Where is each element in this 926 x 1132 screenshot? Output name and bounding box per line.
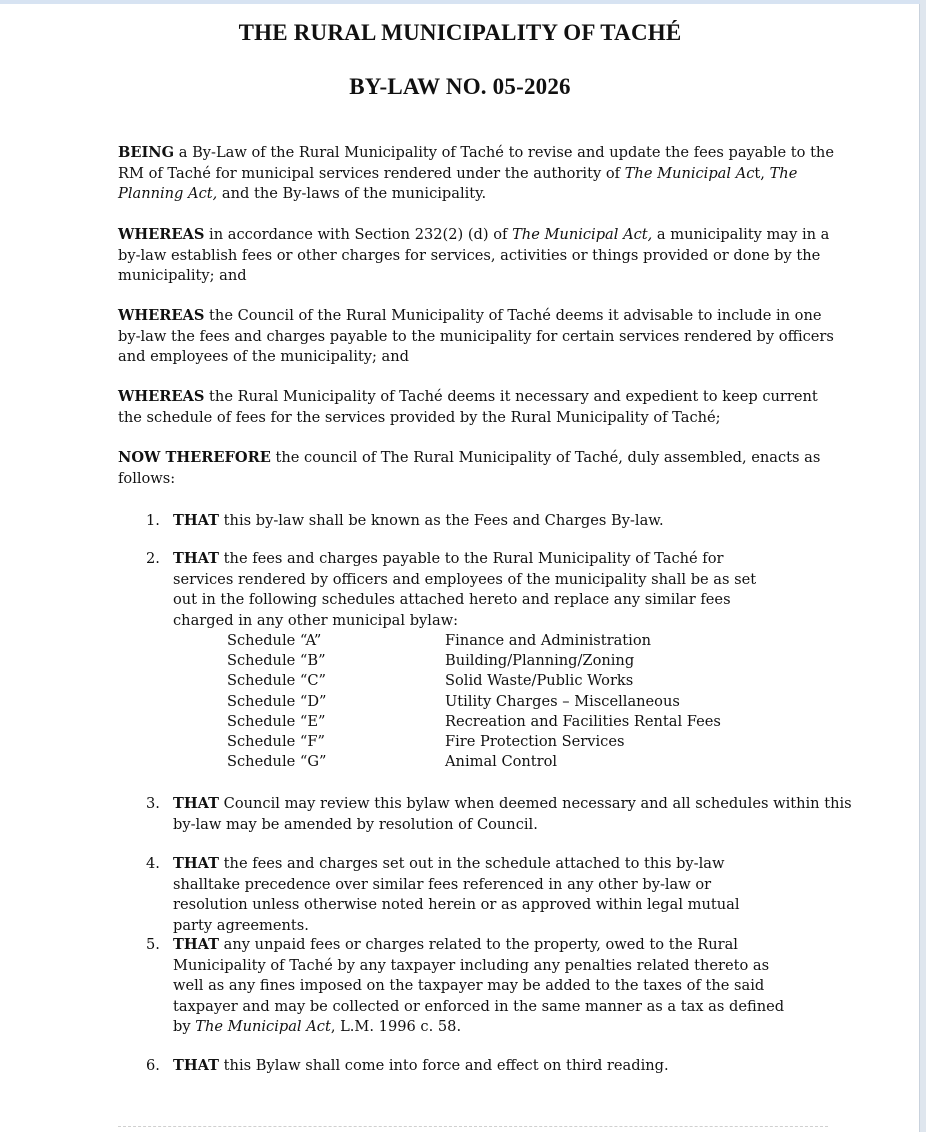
- being-paragraph: [118, 143, 838, 205]
- clause-body: any unpaid fees or charges related to the property, owed to the Rural Municipality of Taché by any taxpayer including any penalties related thereto as well as any fines imposed on the taxpayer may be added to the taxes of the said taxpayer and may be collected or enforced in the same manner as a tax as defined by: [173, 936, 785, 1035]
- schedule-label: Schedule “C”: [227, 672, 326, 690]
- document-page: [0, 4, 920, 1132]
- schedule-description: Animal Control: [445, 753, 558, 771]
- being-ital-2: The Planning Act,: [118, 164, 798, 202]
- now-therefore-lead: NOW THEREFORE: [118, 449, 271, 466]
- whereas-paragraph-1: [118, 225, 838, 287]
- clause-body: the fees and charges payable to the Rural Municipality of Taché for services rendered by officers and employees of the municipality shall be as set out in the following schedules attached hereto and replace any similar fees charged in any other municipal bylaw:: [173, 550, 757, 629]
- whereas1-text-2: a municipality may in a by-law establish fees or other charges for services, activities or things provided or done by the municipality; and: [118, 226, 830, 284]
- clause-italic: The Municipal Act: [195, 1018, 331, 1035]
- whereas-paragraph-3: [118, 387, 838, 428]
- clause-number: 6.: [146, 1057, 160, 1074]
- whereas1-text-1: in accordance with Section 232(2) (d) of: [204, 226, 513, 243]
- schedule-description: Building/Planning/Zoning: [445, 652, 635, 670]
- being-text-2: t,: [754, 164, 770, 182]
- clause-number: 5.: [146, 936, 160, 953]
- schedule-label: Schedule “B”: [227, 652, 326, 670]
- clause-number: 2.: [146, 550, 160, 567]
- clause-lead: THAT: [173, 1057, 220, 1074]
- schedule-description: Solid Waste/Public Works: [445, 672, 634, 690]
- clause-body: Council may review this bylaw when deemed necessary and all schedules within this by-law may be amended by resolution of Council.: [173, 795, 852, 833]
- being-text-1: a By-Law of the Rural Municipality of Taché to revise and update the fees payable to the RM of Taché for municipal services rendered under the authority of: [118, 144, 834, 182]
- whereas2-text-1: the Council of the Rural Municipality of Taché deems it advisable to include in one by-law the fees and charges payable to the municipality for certain services rendered by officers and employees of the municipality; and: [118, 307, 834, 365]
- clause-number: 1.: [146, 512, 160, 529]
- whereas1-ital-1: The Municipal Act,: [512, 226, 653, 243]
- schedule-label: Schedule “G”: [227, 753, 327, 771]
- schedule-description: Recreation and Facilities Rental Fees: [445, 712, 721, 730]
- clause-text: [173, 854, 783, 936]
- now-therefore-paragraph: [118, 448, 838, 489]
- clause-lead: THAT: [173, 795, 220, 812]
- schedule-label: Schedule “E”: [227, 712, 326, 730]
- whereas3-text-1: the Rural Municipality of Taché deems it necessary and expedient to keep current the schedule of fees for the services provided by the Rural Municipality of Taché;: [118, 388, 818, 426]
- clause-text: [173, 1056, 878, 1077]
- now-therefore-text: the council of The Rural Municipality of Taché, duly assembled, enacts as follows:: [118, 449, 821, 487]
- being-ital-1: The Municipal Ac: [624, 164, 755, 182]
- page-bottom-divider: [118, 1126, 828, 1127]
- clause-text: [173, 935, 803, 1038]
- schedule-label: Schedule “D”: [227, 692, 327, 710]
- whereas3-lead: WHEREAS: [118, 388, 205, 405]
- scrollbar-track[interactable]: [920, 0, 926, 1132]
- clause-body: this Bylaw shall come into force and effect on third reading.: [219, 1057, 669, 1074]
- clause-text: [173, 794, 878, 835]
- whereas-paragraph-2: [118, 306, 838, 368]
- municipality-title: THE RURAL MUNICIPALITY OF TACHÉ: [238, 20, 682, 45]
- schedule-label: Schedule “F”: [227, 732, 325, 750]
- clause-body: this by-law shall be known as the Fees and Charges By-law.: [219, 512, 664, 529]
- clause-number: 3.: [146, 795, 160, 812]
- bylaw-number: BY-LAW NO. 05-2026: [349, 74, 571, 99]
- whereas1-lead: WHEREAS: [118, 226, 205, 243]
- clause-number: 4.: [146, 855, 160, 872]
- being-lead: BEING: [118, 144, 175, 161]
- whereas2-lead: WHEREAS: [118, 307, 205, 324]
- clause-text: [173, 549, 773, 631]
- schedule-description: Utility Charges – Miscellaneous: [445, 692, 680, 710]
- clause-text: [173, 511, 878, 532]
- schedule-description: Fire Protection Services: [445, 732, 625, 750]
- being-text-3: and the By-laws of the municipality.: [217, 185, 487, 202]
- schedule-label: Schedule “A”: [227, 632, 322, 649]
- schedule-description: Finance and Administration: [445, 632, 652, 649]
- clause-body: the fees and charges set out in the schedule attached to this by-law shalltake precedence over similar fees referenced in any other by-law or resolution unless otherwise noted herein or as approved within legal mutual party agreements.: [173, 855, 740, 934]
- clause-lead: THAT: [173, 550, 220, 567]
- clause-lead: THAT: [173, 855, 220, 872]
- clause-lead: THAT: [173, 512, 220, 529]
- clause-lead: THAT: [173, 936, 220, 953]
- clause-tail: , L.M. 1996 c. 58.: [330, 1018, 462, 1035]
